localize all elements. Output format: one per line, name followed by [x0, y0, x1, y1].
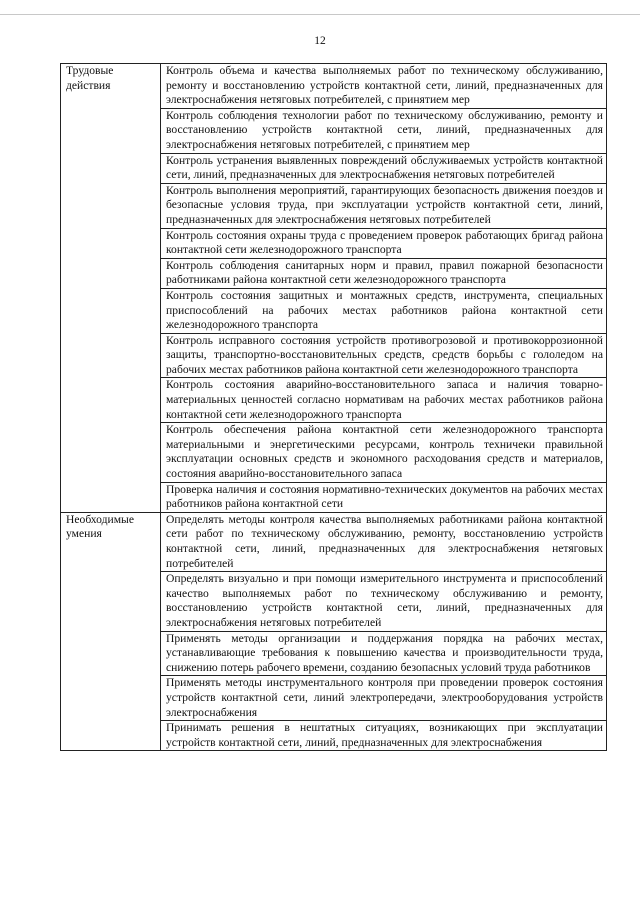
table-row	[61, 512, 607, 571]
section-label-text: Необходимые умения	[66, 512, 134, 541]
item-text: Контроль соблюдения технологии работ по техническому обслуживанию, ремонту и восстановлению устройств контактной сети, линий, предназначенных для электроснабжения нетяговых потребителей, с принятием мер	[166, 108, 603, 151]
item-text: Контроль состояния охраны труда с проведением проверок работающих бригад района контактной сети железнодорожного транспорта	[166, 228, 603, 257]
table-cell	[161, 572, 607, 631]
item-text: Контроль устранения выявленных повреждений обслуживаемых устройств контактной сети, линий, предназначенных для электроснабжения нетяговых потребителей	[166, 153, 603, 182]
labor-functions-table	[60, 63, 607, 751]
item-text: Определять визуально и при помощи измерительного инструмента и приспособлений качество выполняемых работ по техническому обслуживанию и ремонту, восстановлению устройств контактной сети, линий, предназначенных для электроснабжения нетяговых потребителей	[166, 572, 603, 629]
item-text: Применять методы организации и поддержания порядка на рабочих местах, устанавливающие требования к повышению качества и производительности труда, снижению потерь рабочего времени, созданию безопасных условий труда работников	[166, 631, 603, 674]
table-row	[61, 64, 607, 109]
section-label-labor-actions	[61, 64, 161, 513]
item-text: Контроль обеспечения района контактной сети железнодорожного транспорта материальными и энергетическими ресурсами, контроль техничеки правильной эксплуатации основных средств и экономного расходования средств и материалов, состояния аварийно-восстановительного запаса	[166, 423, 603, 481]
item-text: Контроль соблюдения санитарных норм и правил, правил пожарной безопасности работниками района контактной сети железнодорожного транспорта	[166, 258, 603, 287]
table-cell	[161, 228, 607, 258]
table-cell	[161, 258, 607, 288]
item-text: Проверка наличия и состояния нормативно-технических документов на рабочих местах работников района контактной сети	[166, 482, 603, 511]
item-text: Контроль состояния защитных и монтажных средств, инструмента, специальных приспособлений на рабочих местах работников района контактной сети железнодорожного транспорта	[166, 288, 603, 332]
table-cell	[161, 288, 607, 333]
table-cell	[161, 108, 607, 153]
table-cell	[161, 482, 607, 512]
item-text: Контроль состояния аварийно-восстановительного запаса и наличия товарно-материальных ценностей согласно нормативам на рабочих местах работников района контактной сети железнодорожного транспорта	[166, 378, 603, 421]
table-cell	[161, 183, 607, 228]
table-cell	[161, 153, 607, 183]
item-text: Контроль выполнения мероприятий, гарантирующих безопасность движения поездов и безопасные условия труда, при эксплуатации устройств контактной сети, линий, предназначенных для электроснабжения нетяговых потребителей	[166, 183, 603, 226]
section-label-text: Трудовые действия	[66, 64, 114, 92]
table-cell	[161, 721, 607, 751]
item-text: Контроль объема и качества выполняемых работ по техническому обслуживанию, ремонту и восстановлению устройств контактной сети, линий, предназначенных для электроснабжения нетяговых потребителей, с принятием мер	[166, 64, 603, 107]
page-number: 12	[314, 35, 326, 47]
table-cell	[161, 378, 607, 423]
table-cell	[161, 423, 607, 482]
item-text: Применять методы инструментального контроля при проведении проверок состояния устройств контактной сети, линий электропередачи, электрооборудования устройств электроснабжения	[166, 676, 603, 719]
item-text: Принимать решения в нештатных ситуациях, возникающих при эксплуатации устройств контактной сети, линий, предназначенных для электроснабжения	[166, 721, 603, 749]
item-text: Контроль исправного состояния устройств противогрозовой и противокоррозионной защиты, транспортно-восстановительных средств, средств борьбы с гололедом на рабочих местах работников района контактной сети железнодорожного транспорта	[166, 333, 603, 376]
table-cell	[161, 333, 607, 378]
table-cell	[161, 631, 607, 676]
table-cell	[161, 676, 607, 721]
scan-top-rule	[0, 14, 640, 15]
table-cell	[161, 512, 607, 571]
section-label-required-skills	[61, 512, 161, 751]
table-cell	[161, 64, 607, 109]
item-text: Определять методы контроля качества выполняемых работниками района контактной сети работ по техническому обслуживанию, ремонту, восстановлению устройств контактной сети, линий, предназначенных для электроснабжения нетяговых потребителей	[166, 512, 603, 570]
